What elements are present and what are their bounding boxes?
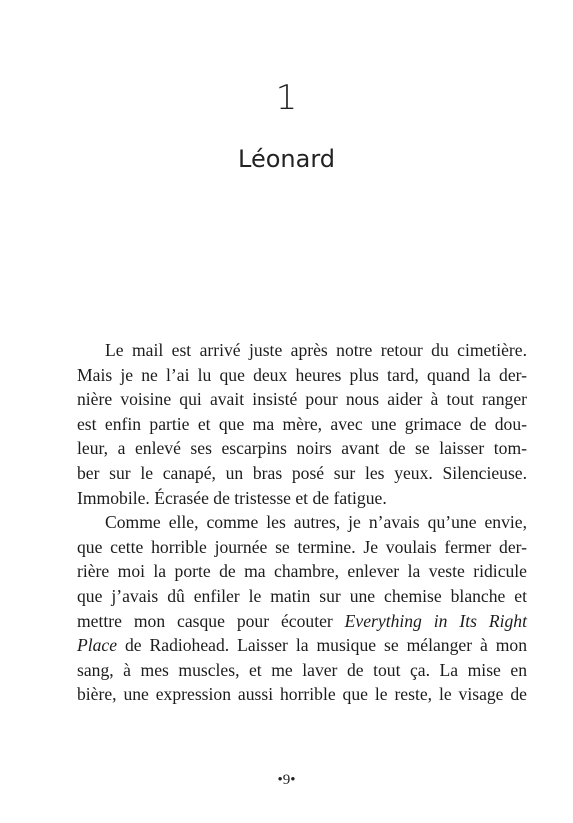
text-run: de Radiohead. Laisser la musique se mélanger à mon — [125, 635, 527, 656]
text-line: ber sur le canapé, un bras posé sur les yeux. Silencieuse. — [77, 462, 527, 483]
chapter-body — [77, 338, 527, 707]
text-line: que cette horrible journée se termine. Je voulais fermer der- — [77, 536, 527, 557]
text-line: Mais je ne l’ai lu que deux heures plus tard, quand la der- — [77, 364, 527, 385]
song-title: Place — [77, 635, 118, 656]
text-line: que j’avais dû enfiler le matin sur une chemise blanche et — [77, 585, 527, 606]
chapter-title: Léonard — [238, 145, 335, 173]
paragraph — [77, 338, 527, 510]
text-line: bière, une expression aussi horrible que le reste, le visage de — [77, 684, 527, 705]
text-line — [77, 633, 527, 658]
text-line: leur, a enlevé ses escarpins noirs avant de se laisser tom- — [77, 438, 527, 459]
page-number: •9• — [277, 772, 296, 788]
text-line: nière voisine qui avait insisté pour nous aider à tout ranger — [77, 389, 527, 410]
text-line: sang, à mes muscles, et me laver de tout ça. La mise en — [77, 659, 527, 680]
song-title: Everything in Its Right — [344, 610, 527, 631]
text-line: Le mail est arrivé juste après notre retour du cimetière. — [105, 340, 527, 360]
text-line — [77, 609, 527, 634]
text-line: Immobile. Écrasée de tristesse et de fatigue. — [77, 487, 387, 508]
text-line: est enfin partie et que ma mère, avec une grimace de dou- — [77, 413, 527, 434]
paragraph — [77, 510, 527, 707]
chapter-number: 1 — [275, 78, 298, 118]
text-run: mettre mon casque pour écouter — [77, 610, 345, 631]
text-line: rière moi la porte de ma chambre, enlever la veste ridicule — [77, 561, 527, 582]
text-line: Comme elle, comme les autres, je n’avais qu’une envie, — [105, 512, 527, 533]
